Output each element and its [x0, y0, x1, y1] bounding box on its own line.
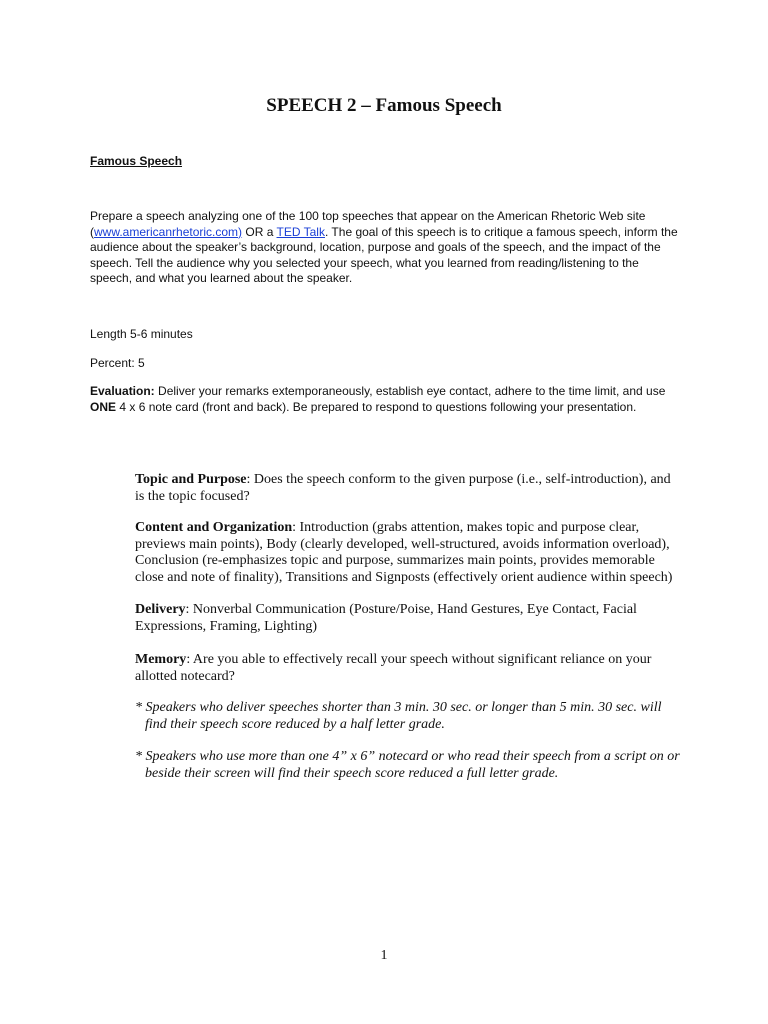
criterion-delivery — [135, 602, 675, 635]
criterion-content-organization — [135, 520, 675, 586]
evaluation-label: Evaluation: — [90, 384, 155, 398]
evaluation-paragraph — [90, 384, 680, 415]
criterion-label: Memory — [135, 652, 187, 667]
criterion-memory — [135, 652, 675, 685]
percent-line: Percent: 5 — [90, 356, 145, 370]
criterion-text: : Nonverbal Communication (Posture/Poise, Hand Gestures, Eye Contact, Facial Expressions, Framing, Lighting) — [135, 602, 637, 634]
intro-paragraph — [90, 209, 680, 287]
criterion-label: Delivery — [135, 602, 186, 617]
length-line: Length 5-6 minutes — [90, 327, 193, 341]
criterion-label: Content and Organization — [135, 520, 293, 535]
criterion-text: : Are you able to effectively recall your speech without significant reliance on your allotted notecard? — [135, 652, 652, 684]
note-first-line: * Speakers who use more than one 4” x 6” notecard or who read their speech from a script on or — [135, 749, 680, 764]
intro-text-3: . The goal of this speech is to critique a famous speech, inform the audience about the speaker’s background, location, purpose and goals of the speech, and the impact of the speech. Tell the audience why you selected your speech, what you learned from reading/listening to the speech, and what you learned about the speaker. — [90, 224, 678, 285]
criterion-topic-purpose — [135, 472, 675, 505]
criterion-label: Topic and Purpose — [135, 472, 247, 487]
page-number: 1 — [380, 948, 388, 963]
ted-talk-link[interactable]: TED Talk — [276, 224, 325, 239]
note-second-line: find their speech score reduced by a half letter grade. — [145, 716, 445, 732]
note-second-line: beside their screen will find their speech score reduced a full letter grade. — [145, 765, 559, 781]
evaluation-one: ONE — [90, 399, 117, 414]
criterion-text: : Introduction (grabs attention, makes topic and purpose clear, previews main points), Body (clearly developed, well-structured, avoids information overload), Conclusion (re-emphasizes topic and purpose, summarizes main points, provides memorable close and note of finality), Transitions and Signposts (effectively orient audience within speech) — [135, 520, 673, 585]
note-first-line: * Speakers who deliver speeches shorter than 3 min. 30 sec. or longer than 5 min. 30 sec. will — [135, 700, 662, 715]
time-limit-note — [135, 700, 680, 733]
page-title: SPEECH 2 – Famous Speech — [266, 95, 502, 116]
notecard-note — [135, 749, 680, 782]
criterion-text: : Does the speech conform to the given purpose (i.e., self-introduction), and is the topic focused? — [135, 472, 671, 504]
section-heading: Famous Speech — [90, 154, 183, 168]
intro-text-1: Prepare a speech analyzing one of the 100 top speeches that appear on the American Rhetoric Web site ( — [90, 209, 646, 239]
evaluation-text-2: 4 x 6 note card (front and back). Be prepared to respond to questions following your presentation. — [116, 399, 637, 414]
americanrhetoric-link[interactable]: www.americanrhetoric.com) — [94, 224, 243, 239]
evaluation-text-1: Deliver your remarks extemporaneously, establish eye contact, adhere to the time limit, and use — [154, 384, 666, 398]
intro-text-2: OR a — [242, 224, 277, 239]
